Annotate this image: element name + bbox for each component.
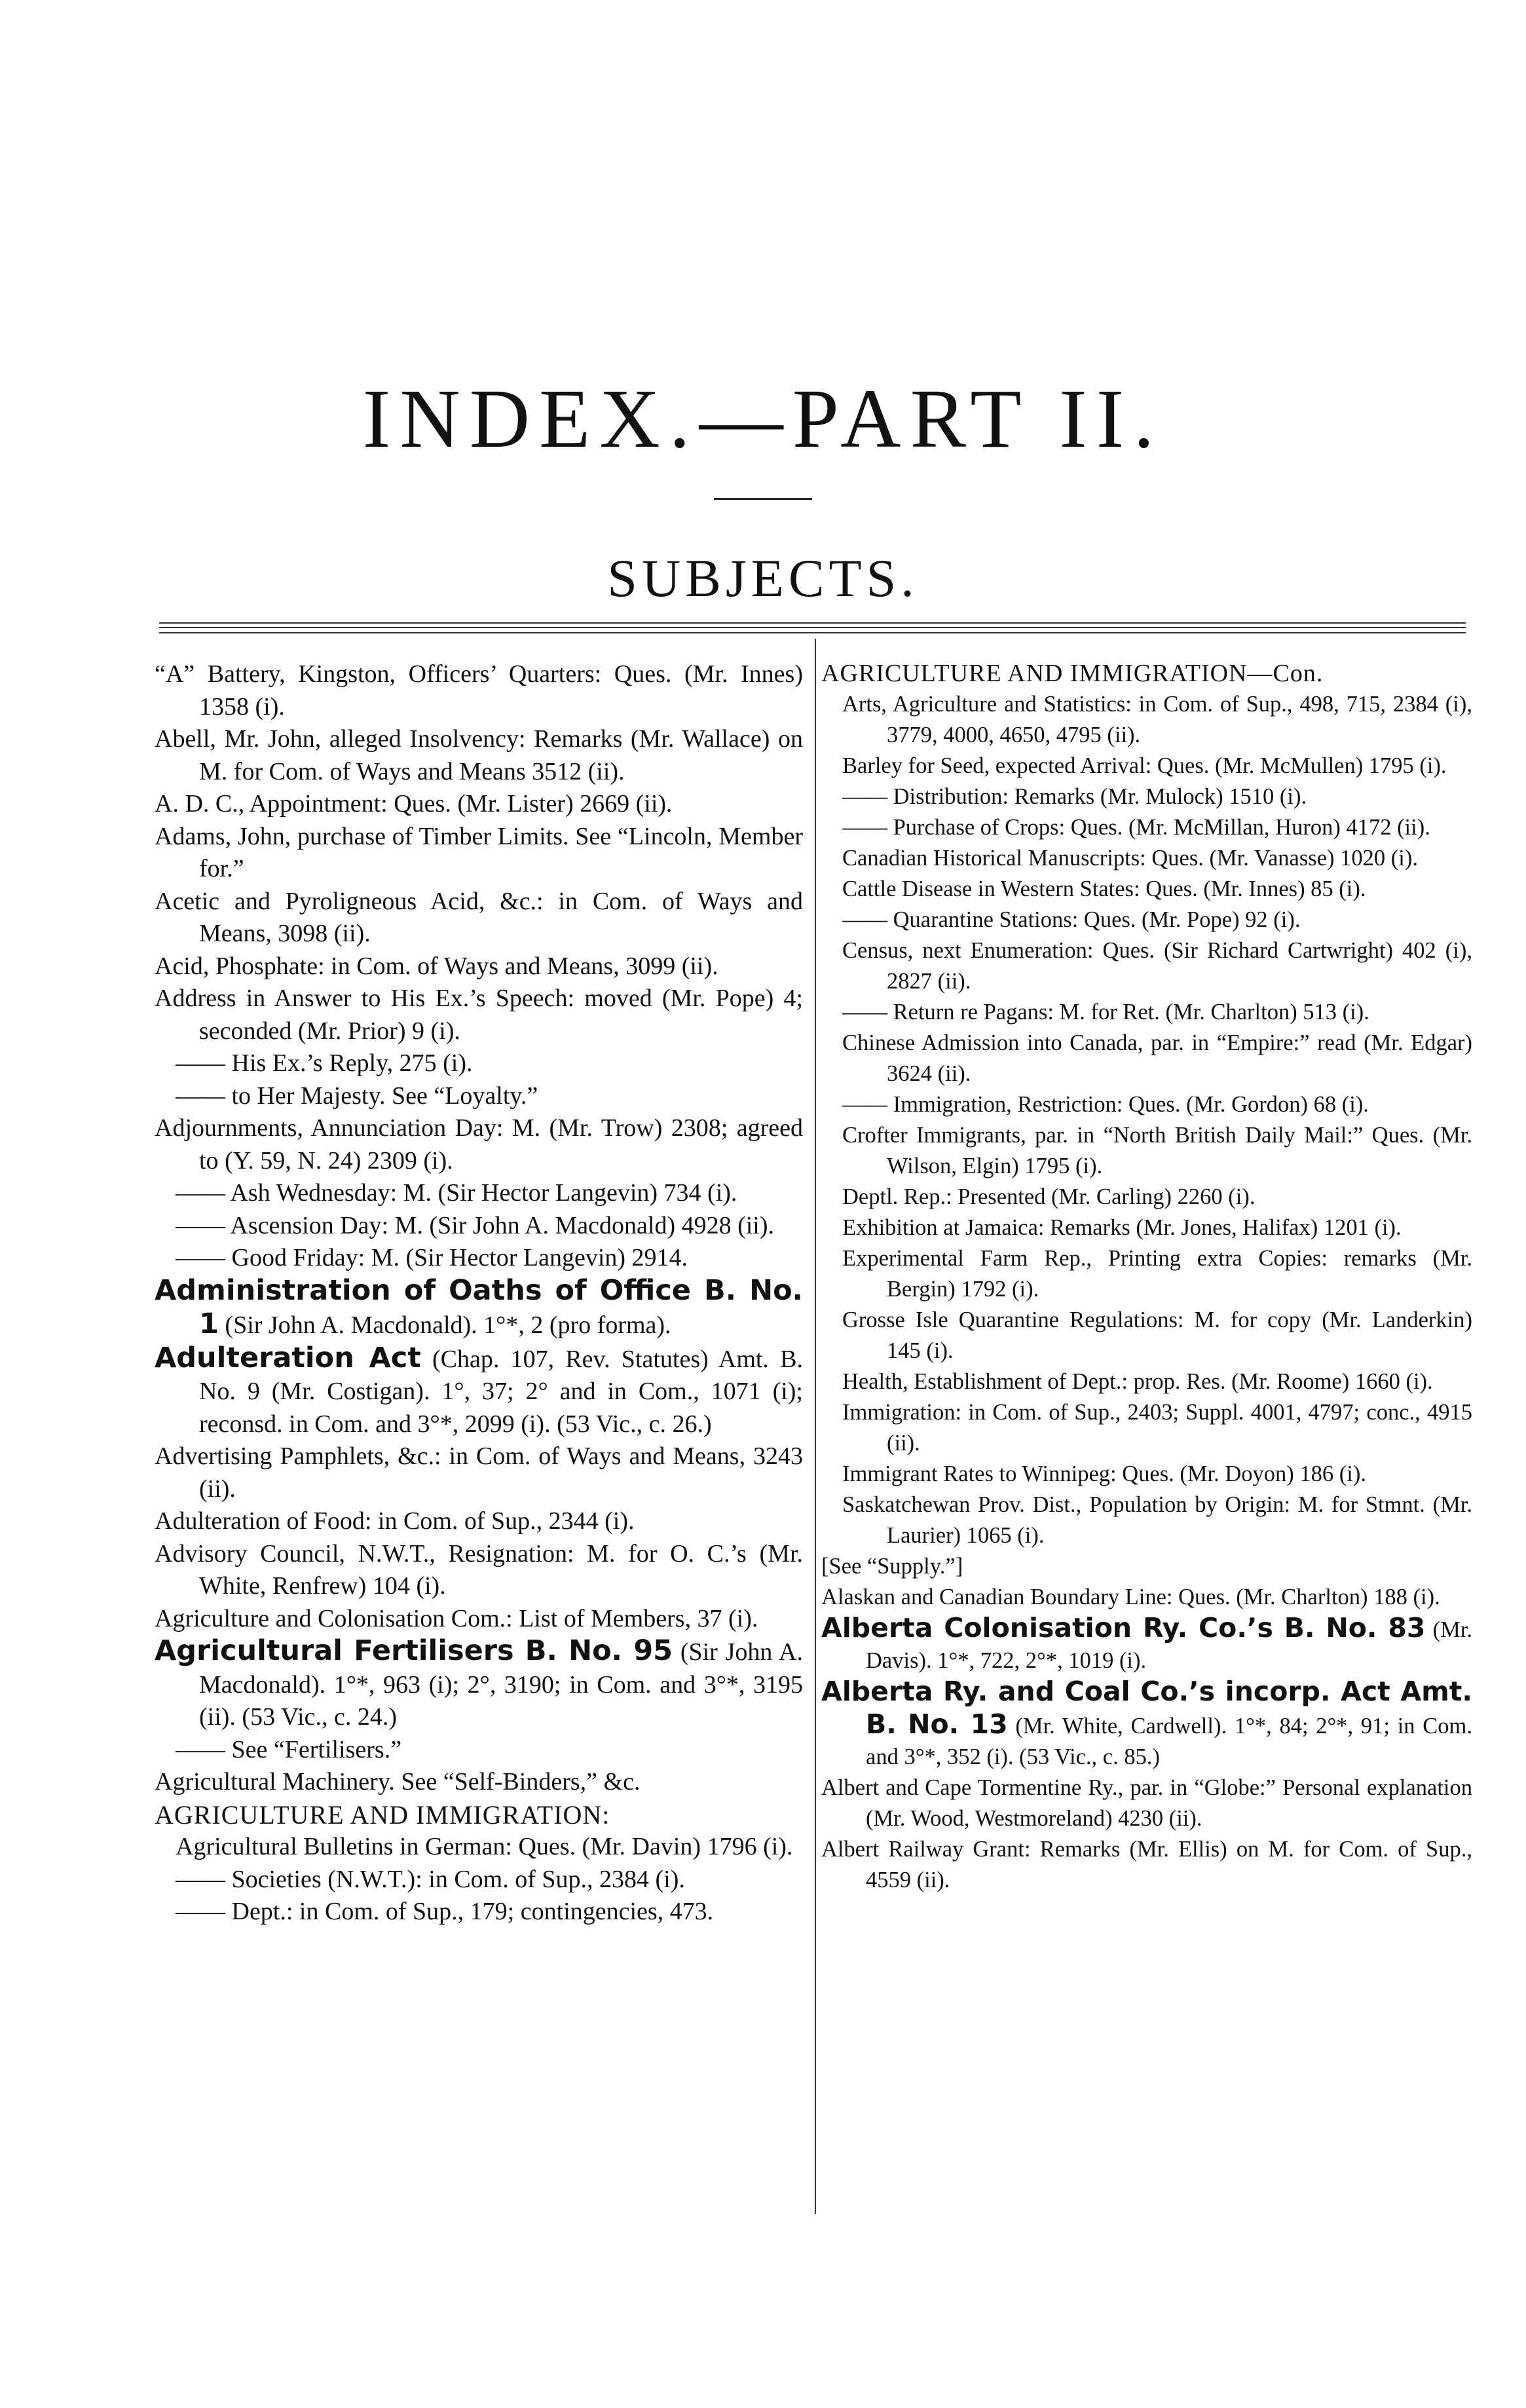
index-entry: “A” Battery, Kingston, Officers’ Quarters: Ques. (Mr. Innes) 1358 (i). <box>155 660 803 721</box>
index-entry: Health, Establishment of Dept.: prop. Res. (Mr. Roome) 1660 (i). <box>842 1369 1433 1394</box>
index-entry: —— Distribution: Remarks (Mr. Mulock) 1510 (i). <box>842 784 1307 809</box>
header-rule-top <box>159 622 1466 624</box>
section-title: SUBJECTS. <box>607 548 919 608</box>
index-entry: Immigrant Rates to Winnipeg: Ques. (Mr. Doyon) 186 (i). <box>842 1461 1366 1486</box>
index-entry: Agriculture and Colonisation Com.: List of Members, 37 (i). <box>155 1604 758 1632</box>
index-entry: Experimental Farm Rep., Printing extra Copies: remarks (Mr. Bergin) 1792 (i). <box>842 1246 1472 1302</box>
entry-text: (Mr. Davis). 1°*, 722, 2°*, 1019 (i). <box>866 1617 1473 1673</box>
bill-title: Alberta Colonisation Ry. Co.’s B. No. 83 <box>821 1612 1426 1644</box>
index-entry: —— His Ex.’s Reply, 275 (i). <box>176 1049 473 1077</box>
index-entry: Crofter Immigrants, par. in “North British Daily Mail:” Ques. (Mr. Wilson, Elgin) 1795 (i). <box>842 1123 1472 1178</box>
index-entry: —— Ascension Day: M. (Sir John A. Macdonald) 4928 (ii). <box>176 1211 775 1239</box>
index-entry <box>155 1342 803 1441</box>
index-entry: Acetic and Pyroligneous Acid, &c.: in Com. of Ways and Means, 3098 (ii). <box>155 887 803 947</box>
index-entry: Saskatchewan Prov. Dist., Population by Origin: M. for Stmnt. (Mr. Laurier) 1065 (i). <box>842 1492 1472 1548</box>
index-entry: Immigration: in Com. of Sup., 2403; Suppl. 4001, 4797; conc., 4915 (ii). <box>842 1400 1472 1456</box>
header-rule-bottom <box>159 632 1466 633</box>
index-entry: Barley for Seed, expected Arrival: Ques. (Mr. McMullen) 1795 (i). <box>842 753 1447 778</box>
bill-title: Adulteration Act <box>155 1341 421 1374</box>
index-entry: Chinese Admission into Canada, par. in “Empire:” read (Mr. Edgar) 3624 (ii). <box>842 1030 1472 1086</box>
bill-title: Alberta Ry. and Coal Co.’s incorp. Act Amt. B. No. 13 <box>821 1676 1472 1740</box>
index-entry: —— Purchase of Crops: Ques. (Mr. McMillan, Huron) 4172 (ii). <box>842 815 1430 840</box>
bill-title: Administration of Oaths of Office B. No. 1 <box>155 1273 803 1340</box>
right-column <box>821 658 1472 1896</box>
index-entry: —— See “Fertilisers.” <box>176 1735 402 1763</box>
index-entry: —— Societies (N.W.T.): in Com. of Sup., 2384 (i). <box>176 1865 685 1893</box>
index-entry: Adulteration of Food: in Com. of Sup., 2344 (i). <box>155 1507 635 1535</box>
index-entry: —— Ash Wednesday: M. (Sir Hector Langevin) 734 (i). <box>176 1179 737 1207</box>
index-entry: AGRICULTURE AND IMMIGRATION: <box>155 1799 610 1830</box>
index-entry: —— Good Friday: M. (Sir Hector Langevin) 2914. <box>176 1244 688 1271</box>
index-entry: AGRICULTURE AND IMMIGRATION—Con. <box>821 660 1324 687</box>
entry-text: (Mr. White, Cardwell). 1°*, 84; 2°*, 91; in Com. and 3°*, 352 (i). (53 Vic., c. 85.) <box>866 1714 1472 1769</box>
index-entry: Address in Answer to His Ex.’s Speech: moved (Mr. Pope) 4; seconded (Mr. Prior) 9 (i). <box>155 985 803 1045</box>
index-entry <box>155 1635 803 1734</box>
index-entry: Cattle Disease in Western States: Ques. (Mr. Innes) 85 (i). <box>842 876 1366 901</box>
index-entry: Arts, Agriculture and Statistics: in Com. of Sup., 498, 715, 2384 (i), 3779, 4000, 4650, 4795 (ii). <box>842 692 1472 747</box>
index-entry: Grosse Isle Quarantine Regulations: M. for copy (Mr. Landerkin) 145 (i). <box>842 1307 1472 1363</box>
header-rule-middle <box>159 627 1466 628</box>
index-entry: —— Immigration, Restriction: Ques. (Mr. Gordon) 68 (i). <box>842 1092 1369 1117</box>
index-entry: A. D. C., Appointment: Ques. (Mr. Lister) 2669 (ii). <box>155 790 673 818</box>
index-entry <box>821 1676 1472 1773</box>
index-entry: Alaskan and Canadian Boundary Line: Ques. (Mr. Charlton) 188 (i). <box>821 1585 1440 1609</box>
entry-text: (Sir John A. Macdonald). 1°*, 963 (i); 2°, 3190; in Com. and 3°*, 3195 (ii). (53 Vic., c. 24.) <box>199 1638 803 1731</box>
index-entry: Adams, John, purchase of Timber Limits. See “Lincoln, Member for.” <box>155 822 803 882</box>
bill-title: Agricultural Fertilisers B. No. 95 <box>155 1634 673 1667</box>
index-entry: —— Return re Pagans: M. for Ret. (Mr. Charlton) 513 (i). <box>842 1000 1369 1025</box>
title-rule <box>714 498 812 500</box>
index-entry: —— to Her Majesty. See “Loyalty.” <box>176 1082 538 1110</box>
index-entry: —— Dept.: in Com. of Sup., 179; contingencies, 473. <box>176 1898 714 1925</box>
entry-text: (Sir John A. Macdonald). 1°*, 2 (pro forma). <box>218 1311 671 1339</box>
column-divider <box>815 639 816 2214</box>
index-entry: Census, next Enumeration: Ques. (Sir Richard Cartwright) 402 (i), 2827 (ii). <box>842 938 1472 994</box>
index-entry <box>155 1275 803 1342</box>
page-title: INDEX.—PART II. <box>362 372 1164 465</box>
index-entry: Exhibition at Jamaica: Remarks (Mr. Jones, Halifax) 1201 (i). <box>842 1215 1402 1240</box>
left-column <box>155 658 803 1928</box>
index-entry: Advertising Pamphlets, &c.: in Com. of Ways and Means, 3243 (ii). <box>155 1442 803 1503</box>
index-entry <box>821 1613 1472 1676</box>
index-entry: Agricultural Bulletins in German: Ques. (Mr. Davin) 1796 (i). <box>176 1833 793 1860</box>
index-entry: Albert and Cape Tormentine Ry., par. in “Globe:” Personal explanation (Mr. Wood, Westmoreland) 4230 (ii). <box>821 1775 1472 1831</box>
index-entry: Deptl. Rep.: Presented (Mr. Carling) 2260 (i). <box>842 1184 1256 1209</box>
entry-text: (Chap. 107, Rev. Statutes) Amt. B. No. 9 (Mr. Costigan). 1°, 37; 2° and in Com., 1071 (i); reconsd. in Com. and 3°*, 2099 (i). (53 Vic., c. 26.) <box>199 1345 803 1438</box>
index-entry: Agricultural Machinery. See “Self-Binders,” &c. <box>155 1768 641 1796</box>
index-entry: Abell, Mr. John, alleged Insolvency: Remarks (Mr. Wallace) on M. for Com. of Ways and Means 3512 (ii). <box>155 725 803 785</box>
index-entry: —— Quarantine Stations: Ques. (Mr. Pope) 92 (i). <box>842 907 1301 932</box>
index-entry: [See “Supply.”] <box>821 1554 963 1579</box>
index-entry: Albert Railway Grant: Remarks (Mr. Ellis) on M. for Com. of Sup., 4559 (ii). <box>821 1837 1472 1892</box>
index-entry: Acid, Phosphate: in Com. of Ways and Means, 3099 (ii). <box>155 952 718 980</box>
index-entry: Advisory Council, N.W.T., Resignation: M. for O. C.’s (Mr. White, Renfrew) 104 (i). <box>155 1539 803 1600</box>
index-entry: Canadian Historical Manuscripts: Ques. (Mr. Vanasse) 1020 (i). <box>842 846 1418 871</box>
index-entry: Adjournments, Annunciation Day: M. (Mr. Trow) 2308; agreed to (Y. 59, N. 24) 2309 (i). <box>155 1114 803 1175</box>
